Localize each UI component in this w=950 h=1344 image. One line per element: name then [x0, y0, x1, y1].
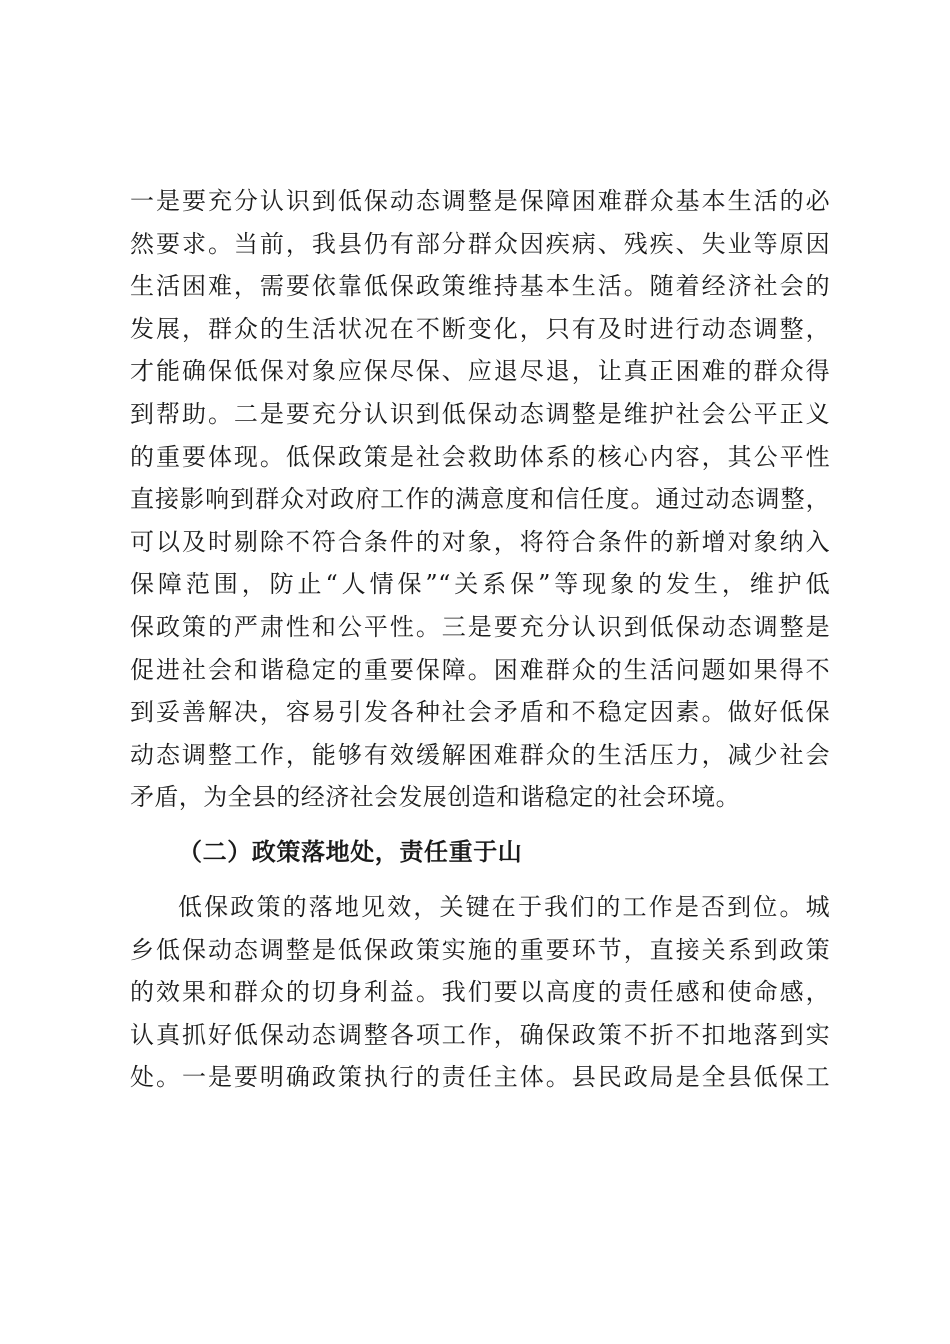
paragraph-line: 生活困难，需要依靠低保政策维持基本生活。随着经济社会的 [130, 272, 830, 301]
paragraph-1 [130, 180, 830, 819]
paragraph-line: 保政策的严肃性和公平性。三是要充分认识到低保动态调整是 [130, 612, 830, 641]
paragraph-2 [130, 886, 830, 1099]
paragraph-line: 乡低保动态调整是低保政策实施的重要环节，直接关系到政策 [130, 935, 830, 964]
paragraph-line: 到帮助。二是要充分认识到低保动态调整是维护社会公平正义 [130, 399, 830, 428]
paragraph-line: 动态调整工作，能够有效缓解困难群众的生活压力，减少社会 [130, 740, 830, 769]
paragraph-line: 可以及时剔除不符合条件的对象，将符合条件的新增对象纳入 [130, 527, 830, 556]
paragraph-line: 然要求。当前，我县仍有部分群众因疾病、残疾、失业等原因 [130, 229, 830, 258]
paragraph-line: 的效果和群众的切身利益。我们要以高度的责任感和使命感， [130, 978, 830, 1007]
section-heading: （二）政策落地处，责任重于山 [178, 837, 523, 866]
paragraph-line: 的重要体现。低保政策是社会救助体系的核心内容，其公平性 [130, 442, 830, 471]
paragraph-line: 处。一是要明确政策执行的责任主体。县民政局是全县低保工 [130, 1063, 830, 1092]
paragraph-line: 促进社会和谐稳定的重要保障。困难群众的生活问题如果得不 [130, 655, 830, 684]
paragraph-line: 保障范围，防止“人情保”“关系保”等现象的发生，维护低 [130, 570, 830, 599]
paragraph-line: 一是要充分认识到低保动态调整是保障困难群众基本生活的必 [130, 187, 830, 215]
paragraph-line: 发展，群众的生活状况在不断变化，只有及时进行动态调整， [130, 314, 830, 343]
paragraph-line: 才能确保低保对象应保尽保、应退尽退，让真正困难的群众得 [130, 357, 830, 386]
document-body [130, 180, 830, 1099]
paragraph-line: 低保政策的落地见效，关键在于我们的工作是否到位。城 [178, 892, 830, 921]
paragraph-line: 直接影响到群众对政府工作的满意度和信任度。通过动态调整， [130, 485, 830, 514]
paragraph-line: 认真抓好低保动态调整各项工作，确保政策不折不扣地落到实 [130, 1020, 830, 1049]
paragraph-line: 到妥善解决，容易引发各种社会矛盾和不稳定因素。做好低保 [130, 698, 830, 727]
paragraph-line: 矛盾，为全县的经济社会发展创造和谐稳定的社会环境。 [130, 783, 740, 812]
